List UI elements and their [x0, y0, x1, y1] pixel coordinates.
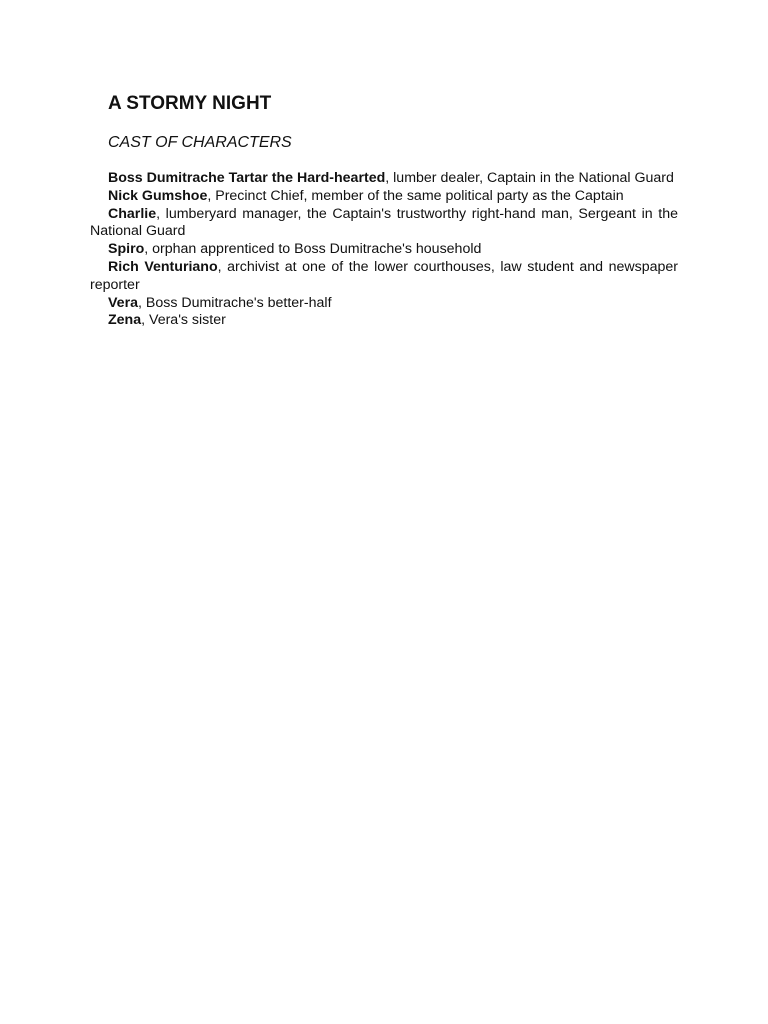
- character-description: , Vera's sister: [141, 312, 226, 329]
- character-description: , lumberyard manager, the Captain's trustworthy right-hand man, Sergeant in the National Guard: [90, 205, 678, 240]
- character-name: Nick Gumshoe: [108, 187, 208, 204]
- character-description: , Boss Dumitrache's better-half: [137, 294, 332, 311]
- document-title: A STORMY NIGHT: [108, 93, 272, 114]
- document-page: [90, 90, 678, 330]
- cast-entry-zena: [90, 312, 678, 330]
- character-name: Charlie: [108, 205, 157, 222]
- cast-entry-boss-dumitrache: [90, 170, 678, 188]
- cast-list: [90, 170, 678, 330]
- character-name: Spiro: [108, 241, 145, 258]
- character-name: Zena: [108, 312, 142, 329]
- character-description: , archivist at one of the lower courthouses, law student and newspaper reporter: [90, 258, 679, 293]
- character-description: , orphan apprenticed to Boss Dumitrache's household: [144, 241, 482, 258]
- cast-entry-charlie: [90, 206, 678, 242]
- character-description: , Precinct Chief, member of the same political party as the Captain: [207, 187, 624, 204]
- cast-heading: CAST OF CHARACTERS: [108, 134, 292, 151]
- character-name: Boss Dumitrache Tartar the Hard-hearted: [108, 170, 386, 186]
- cast-entry-spiro: [90, 241, 678, 259]
- character-name: Vera: [108, 294, 138, 311]
- cast-entry-vera: [90, 295, 678, 313]
- character-name: Rich Venturiano: [108, 258, 218, 275]
- cast-entry-nick-gumshoe: [90, 188, 678, 206]
- character-description: , lumber dealer, Captain in the National Guard: [385, 170, 674, 186]
- cast-entry-rich-venturiano: [90, 259, 678, 295]
